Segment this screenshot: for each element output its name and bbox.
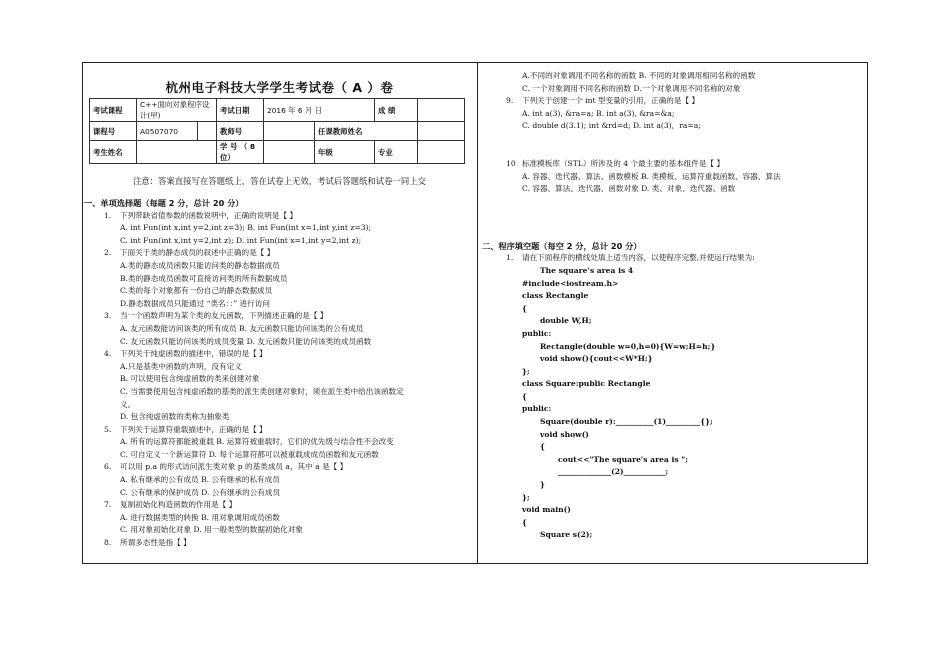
question-option-line: B. 可以使用包含纯虚函数的类来创建对象: [120, 374, 260, 384]
question-option-line: 义。: [120, 399, 136, 409]
question-text: 可以用 p.a 的形式访问派生类对象 p 的基类成员 a，其中 a 是【 】: [120, 462, 348, 472]
question-number: 7.: [104, 500, 112, 510]
question-stem: [84, 210, 474, 223]
code-line: }: [540, 480, 545, 490]
question-stem: [84, 348, 474, 361]
teacher-id-label: 教师号: [217, 122, 264, 141]
teacher-id-cell: [264, 122, 315, 141]
q10-number: 10: [506, 158, 516, 168]
major-cell: [418, 141, 465, 164]
code-line: void show(){cout<<W*H;}: [540, 354, 653, 364]
code-line: Square(double r):__________(1)_________{};: [540, 417, 713, 427]
question-option-line: C.类的每个对象都有一份自己的静态数据成员: [120, 286, 273, 296]
question-option-line: A. 所有的运算符都能被重载 B. 运算符被重载时，它们的优先级与结合性不会改变: [120, 437, 394, 447]
question-number: 2.: [104, 248, 112, 258]
q9-option-line: A. int a(3), &ra=a; B. int a(3), &ra=&a;: [522, 108, 675, 118]
left-column: [84, 197, 474, 550]
student-name-label: 考生姓名: [90, 141, 137, 164]
blank-cell: [198, 122, 217, 141]
p1-text: 请在下面程序的横线处填上适当内容，以使程序完整,并使运行结果为:: [522, 253, 755, 263]
code-line: void show(): [540, 429, 589, 439]
code-line: {: [522, 517, 527, 527]
question-option-line: A. 进行数据类型的转换 B. 用对象调用成员函数: [120, 512, 280, 522]
q9-option-line: C. double d(3.1); int &rd=d; D. int a(3)，ra=a;: [522, 121, 701, 131]
question-option-line: C. 公有继承的保护成员 D. 公有继承的公有成员: [120, 487, 281, 497]
right-column: [482, 70, 864, 542]
code-line: public:: [522, 404, 552, 414]
q9-text: 下列关于创建一个 int 型变量的引用，正确的是【 】: [522, 96, 700, 106]
q9-number: 9.: [506, 96, 514, 106]
question-text: 下列关于纯虚函数的描述中，错误的是【 】: [120, 349, 267, 359]
q8-option-line: A.不同的对象调用不同名称的函数 B. 不同的对象调用相同名称的函数: [522, 71, 756, 80]
question-number: 3.: [104, 311, 112, 321]
code-line: {: [522, 303, 527, 313]
course-code-label: 课程号: [90, 122, 137, 141]
question-text: 所谓多态性是指【 】: [120, 538, 191, 548]
exam-notice: 注意：答案直接写在答题纸上，答在试卷上无效，考试后答题纸和试卷一同上交: [132, 176, 427, 186]
question-option-line: B.类的静态成员函数可直接访问类的所有数据成员: [120, 273, 288, 283]
code-line: class Rectangle: [522, 291, 589, 301]
p1-expected-result: The square's area is 4: [540, 265, 634, 275]
question-option-line: C. 用对象初始化对象 D. 用一般类型的数据初始化对象: [120, 525, 303, 535]
question-option-line: A. 友元函数能访问该类的所有成员 B. 友元函数只能访问该类的公有成员: [120, 323, 364, 333]
student-name-cell: [137, 141, 217, 164]
question-number: 4.: [104, 349, 112, 359]
score-cell: [418, 99, 465, 122]
code-line: {: [540, 442, 545, 452]
code-line: double W,H;: [540, 316, 592, 326]
q10-text: 标准模板库（STL）所涉及的 4 个最主要的基本组件是【 】: [522, 158, 725, 168]
date-value: 2016 年 6 月 日: [264, 99, 375, 122]
code-line: #include<iostream.h>: [522, 278, 619, 288]
q8-option-line: C. 一个对象调用不同名称的函数 D.一个对象调用不同名称的对象: [522, 83, 741, 93]
code-line: {: [522, 391, 527, 401]
course-code-value: A0507070: [137, 122, 198, 141]
grade-label: 年级: [315, 141, 375, 164]
question-option-line: A. 私有继承的公有成员 B. 公有继承的私有成员: [120, 475, 280, 485]
question-number: 8.: [104, 538, 112, 548]
question-option-line: A.类的静态成员函数只能访问类的静态数据成员: [120, 260, 280, 270]
code-line: void main(): [522, 505, 571, 515]
question-stem: [84, 499, 474, 512]
code-line: Rectangle(double w=0,h=0){W=w;H=h;}: [540, 341, 716, 351]
question-stem: [84, 461, 474, 474]
question-option-line: C. 友元函数只能访问该类的成员变量 D. 友元函数只能访问该类的成员函数: [120, 336, 372, 346]
question-option-line: D. 包含纯虚函数的类称为抽象类: [120, 412, 230, 422]
question-stem: [84, 310, 474, 323]
question-text: 下面关于类的静态成员的叙述中正确的是【 】: [120, 248, 275, 258]
q10-option-line: A. 容器、迭代器、算法、函数模板 B. 类模板、运算符重载函数、容器、算法: [522, 171, 781, 181]
code-line: Square s(2);: [540, 530, 593, 540]
date-label: 考试日期: [217, 99, 264, 122]
p1-stem: [486, 252, 864, 265]
q10-option-line: C. 容器、算法、迭代器、函数对象 D. 类、对象、迭代器、函数: [522, 184, 736, 194]
question-stem: [84, 537, 474, 550]
code-line: ______________(2)___________;: [558, 467, 669, 477]
section1-questions: [84, 210, 474, 550]
question-option-line: D.静态数据成员只能通过 “类名：：” 进行访问: [120, 298, 270, 308]
code-line: cout<<"The square's area is ";: [558, 454, 689, 464]
q10-stem: [486, 158, 864, 171]
question-number: 6.: [104, 462, 112, 472]
question-number: 5.: [104, 424, 112, 434]
question-option-line: A. int Fun(int x,int y=2,int z=3); B. int Fun(int x=1,int y,int z=3);: [120, 223, 372, 233]
code-block: [486, 278, 864, 542]
question-text: 下列带缺省值参数的函数说明中，正确的说明是【 】: [120, 210, 298, 220]
course-label: 考试课程: [90, 99, 137, 122]
teacher-name-label: 任课教师姓名: [315, 122, 418, 141]
q9-stem: [486, 95, 864, 108]
section2-title: 二、程序填空题（每空 2 分，总计 20 分）: [482, 240, 642, 251]
question-option-line: C. 当需要使用包含纯虚函数的基类的派生类创建对象时，须在派生类中给出该函数定: [120, 386, 404, 396]
question-text: 下列关于运算符重载描述中，正确的是【 】: [120, 424, 267, 434]
code-line: public:: [522, 328, 552, 338]
student-id-cell: [264, 141, 315, 164]
column-divider: [477, 62, 478, 564]
question-option-line: C. 可自定义一个新运算符 D. 每个运算符都可以被重载成成员函数和友元函数: [120, 449, 379, 459]
major-label: 专业: [375, 141, 418, 164]
p1-number: 1.: [506, 253, 514, 263]
exam-info-table: [89, 98, 465, 164]
score-label: 成 绩: [375, 99, 418, 122]
question-option-line: A.只是基类中函数的声明，没有定义: [120, 361, 242, 371]
question-text: 当一个函数声明为某个类的友元函数，下列描述正确的是【 】: [120, 311, 328, 321]
question-option-line: C. int Fun(int x,int y=2,int z); D. int Fun(int x=1,int y=2,int z);: [120, 235, 362, 245]
question-text: 复制初始化构造函数的作用是【 】: [120, 500, 237, 510]
question-stem: [84, 247, 474, 260]
question-stem: [84, 424, 474, 437]
student-id-label: 学 号 （ 8 位）: [217, 141, 264, 164]
code-line: };: [522, 366, 530, 376]
teacher-name-cell: [418, 122, 465, 141]
code-line: };: [522, 492, 530, 502]
code-line: class Square:public Rectangle: [522, 379, 651, 389]
exam-title: 杭州电子科技大学学生考试卷（ A ）卷: [165, 80, 394, 95]
section1-title: 一、单项选择题（每题 2 分，总计 20 分）: [84, 198, 244, 208]
question-number: 1.: [104, 210, 112, 220]
course-value: C++面向对象程序设计(甲): [137, 99, 217, 122]
